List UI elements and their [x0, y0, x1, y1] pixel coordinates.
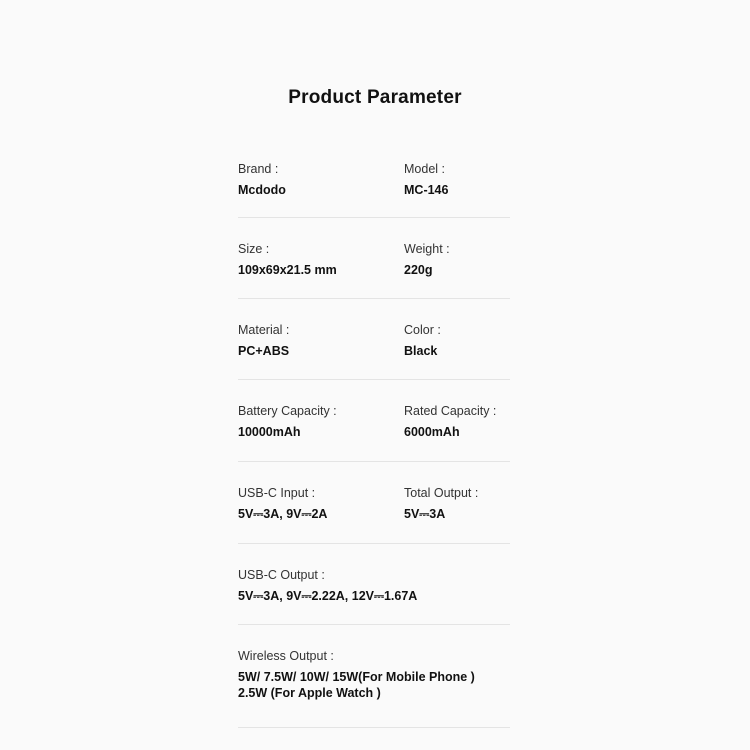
- parameter-label: Color :: [404, 323, 441, 337]
- parameter-model: [404, 138, 510, 217]
- parameter-row: [238, 380, 510, 462]
- parameter-value: 109x69x21.5 mm: [238, 263, 337, 277]
- parameter-value: Black: [404, 344, 438, 358]
- parameter-label: Rated Capacity :: [404, 404, 497, 418]
- parameter-value: PC+ABS: [238, 344, 290, 358]
- parameter-size: [238, 218, 404, 298]
- parameter-total-output: [404, 462, 510, 543]
- parameter-value: 220g: [404, 263, 433, 277]
- page-title: Product Parameter: [288, 87, 462, 108]
- parameter-value: MC-146: [404, 183, 449, 197]
- parameter-label: Wireless Output :: [238, 649, 334, 663]
- parameter-row: [238, 138, 510, 218]
- parameter-usb-c-input: [238, 462, 404, 543]
- parameter-value-line: 2.5W (For Apple Watch ): [238, 686, 381, 700]
- parameter-label: USB-C Input :: [238, 486, 316, 500]
- parameter-row: [238, 218, 510, 299]
- parameter-row: [238, 299, 510, 380]
- parameter-table: [238, 138, 510, 728]
- parameter-label: USB-C Output :: [238, 568, 325, 582]
- parameter-brand: [238, 138, 404, 217]
- parameter-value: 5V⎓3A, 9V⎓2.22A, 12V⎓1.67A: [238, 589, 418, 603]
- parameter-label: Material :: [238, 323, 290, 337]
- parameter-value: 5V⎓3A: [404, 507, 446, 521]
- parameter-weight: [404, 218, 510, 298]
- parameter-label: Total Output :: [404, 486, 479, 500]
- parameter-value-line: 5W/ 7.5W/ 10W/ 15W(For Mobile Phone ): [238, 670, 475, 684]
- parameter-label: Size :: [238, 242, 270, 256]
- parameter-battery-capacity: [238, 380, 404, 461]
- parameter-wireless-output: [238, 625, 510, 727]
- parameter-label: Brand :: [238, 162, 279, 176]
- parameter-value: 5V⎓3A, 9V⎓2A: [238, 507, 328, 521]
- parameter-value: 10000mAh: [238, 425, 301, 439]
- parameter-value: [238, 669, 510, 701]
- parameter-row: [238, 625, 510, 728]
- parameter-label: Battery Capacity :: [238, 404, 337, 418]
- parameter-row: [238, 462, 510, 544]
- parameter-value: Mcdodo: [238, 183, 286, 197]
- parameter-label: Weight :: [404, 242, 450, 256]
- parameter-rated-capacity: [404, 380, 510, 461]
- parameter-value: 6000mAh: [404, 425, 460, 439]
- parameter-usb-c-output: [238, 544, 510, 624]
- parameter-material: [238, 299, 404, 379]
- parameter-row: [238, 544, 510, 625]
- parameter-label: Model :: [404, 162, 445, 176]
- parameter-color: [404, 299, 510, 379]
